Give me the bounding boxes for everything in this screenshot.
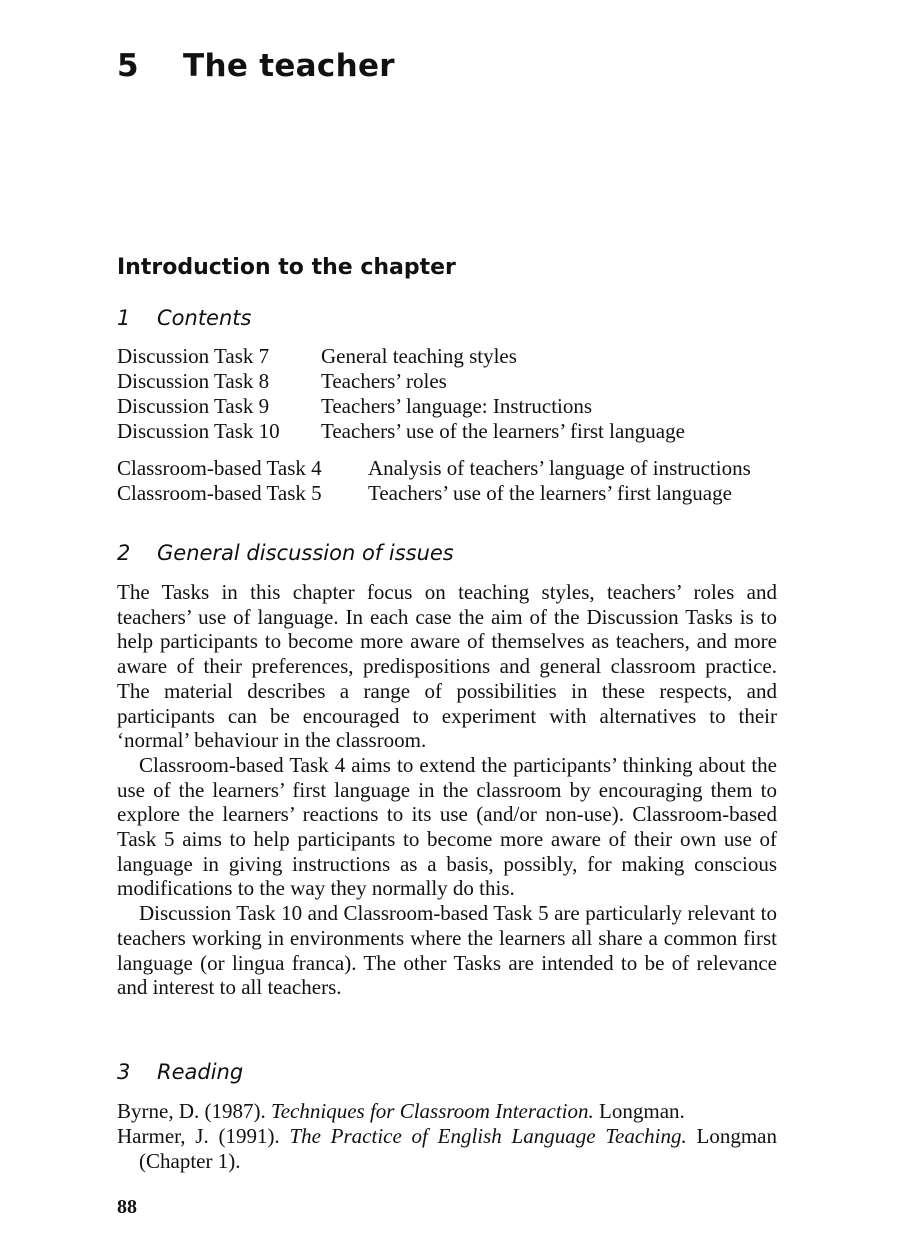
task-name: Classroom-based Task 5: [117, 481, 322, 505]
paragraph: The Tasks in this chapter focus on teaching styles, teachers’ roles and teachers’ use of language. In each case the aim of the Discussion Tasks is to help participants to become more aware of themselves as teachers, and more aware of their preferences, predispositions and general classroom practice. The material describes a range of possibilities in these respects, and participants can be encouraged to experiment with alternatives to their ‘normal’ behaviour in the classroom.: [117, 580, 777, 753]
section-title: Contents: [157, 306, 252, 330]
paragraph: Discussion Task 10 and Classroom-based Task 5 are particularly relevant to teachers working in environments where the learners all share a common first language (or lingua franca). The other Tasks are intended to be of relevance and interest to all teachers.: [117, 901, 777, 1000]
section-heading-contents: [117, 306, 251, 330]
chapter-number: 5: [117, 48, 139, 84]
contents-classroom-tasks: [117, 456, 751, 506]
task-name: Discussion Task 10: [117, 419, 280, 443]
task-topic: Teachers’ use of the learners’ first language: [368, 481, 732, 505]
section-number: 2: [117, 541, 131, 565]
task-name: Discussion Task 7: [117, 344, 270, 368]
contents-row: [117, 344, 685, 369]
page-number: 88: [117, 1196, 137, 1218]
reference-publisher: Longman (Chapter 1).: [139, 1124, 777, 1173]
chapter-title: [117, 48, 395, 84]
task-topic: Teachers’ language: Instructions: [321, 394, 593, 418]
task-name: Classroom-based Task 4: [117, 456, 322, 480]
contents-row: [117, 456, 751, 481]
task-name: Discussion Task 8: [117, 369, 270, 393]
section-heading-discussion: [117, 541, 454, 565]
contents-row: [117, 369, 685, 394]
reference-item: [117, 1124, 777, 1174]
section-number: 3: [117, 1060, 131, 1084]
section-title: General discussion of issues: [157, 541, 454, 565]
contents-discussion-tasks: [117, 344, 685, 444]
section-number: 1: [117, 306, 131, 330]
task-topic: General teaching styles: [321, 344, 517, 368]
reading-list: [117, 1099, 777, 1174]
task-topic: Teachers’ use of the learners’ first language: [321, 419, 685, 443]
discussion-body: [117, 580, 777, 1000]
contents-row: [117, 394, 685, 419]
section-title: Reading: [157, 1060, 244, 1084]
section-heading-reading: [117, 1060, 243, 1084]
task-topic: Analysis of teachers’ language of instructions: [368, 456, 751, 480]
chapter-title-text: The teacher: [183, 48, 395, 84]
paragraph: Classroom-based Task 4 aims to extend the participants’ thinking about the use of the learners’ first language in the classroom by encouraging them to explore the learners’ reactions to its use (and/or non-use). Classroom-based Task 5 aims to help participants to become more aware of their own use of language in giving instructions as a basis, possibly, for making conscious modifications to the way they normally do this.: [117, 752, 777, 901]
contents-row: [117, 419, 685, 444]
reference-publisher: Longman.: [599, 1099, 685, 1123]
reference-item: [117, 1099, 777, 1124]
contents-row: [117, 481, 751, 506]
reference-title: Techniques for Classroom Interaction.: [270, 1099, 594, 1123]
reference-title: The Practice of English Language Teaching.: [289, 1124, 687, 1148]
introduction-heading: Introduction to the chapter: [117, 255, 456, 280]
task-topic: Teachers’ roles: [321, 369, 447, 393]
reference-author: Harmer, J. (1991).: [117, 1124, 280, 1148]
task-name: Discussion Task 9: [117, 394, 270, 418]
reference-author: Byrne, D. (1987).: [117, 1099, 266, 1123]
